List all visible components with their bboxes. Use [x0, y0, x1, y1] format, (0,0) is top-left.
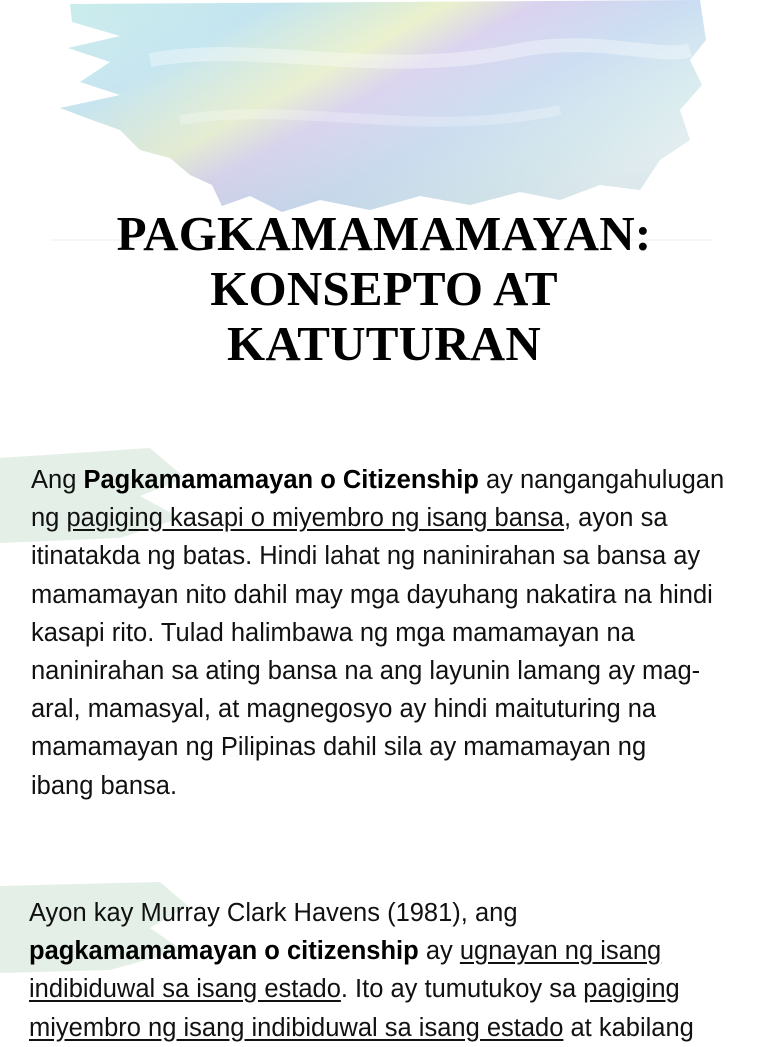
page-title: [0, 206, 768, 371]
text-line: [29, 970, 759, 1008]
text-span: ay: [418, 937, 460, 966]
text-line: ibang bansa.: [31, 771, 178, 800]
text-line: [31, 499, 751, 537]
underlined-phrase: indibiduwal sa isang estado: [29, 975, 341, 1004]
title-line: KONSEPTO AT: [210, 261, 558, 316]
text-span: at kabilang: [563, 1013, 694, 1042]
title-line: PAGKAMAMAMAYAN:: [116, 206, 652, 261]
text-line: aral, mamasyal, at magnegosyo ay hindi maituturing na: [31, 695, 657, 724]
text-span: ay nangangahulugan: [478, 466, 725, 494]
text-span: . Ito ay tumutukoy sa: [340, 975, 584, 1004]
text-line: kasapi rito. Tulad halimbawa ng mga mamamayan na: [31, 618, 635, 647]
watercolor-brush-decoration: [0, 0, 768, 240]
text-line: [31, 461, 751, 499]
underlined-phrase: pagiging: [583, 975, 680, 1004]
text-line: mamamayan nito dahil may mga dayuhang nakatira na hindi: [31, 580, 713, 609]
text-line: [29, 1009, 759, 1047]
text-span: ng: [31, 504, 67, 533]
underlined-phrase: pagiging kasapi o miyembro ng isang bansa: [66, 504, 565, 533]
text-span: Ang: [31, 466, 84, 494]
text-line: itinatakda ng batas. Hindi lahat ng naninirahan sa bansa ay: [31, 542, 701, 571]
paragraph-havens: [29, 894, 759, 1047]
text-line: mamamayan ng Pilipinas dahil sila ay mamamayan ng: [31, 733, 647, 762]
paragraph-definition: [31, 461, 751, 805]
text-line: Ayon kay Murray Clark Havens (1981), ang: [29, 899, 518, 927]
text-line: naninirahan sa ating bansa na ang layunin lamang ay mag-: [31, 657, 701, 686]
title-line: KATUTURAN: [227, 316, 541, 371]
underlined-phrase: ugnayan ng isang: [459, 937, 662, 966]
text-line: [29, 932, 759, 970]
text-span: , ayon sa: [564, 504, 668, 533]
underlined-phrase: miyembro ng isang indibiduwal sa isang estado: [29, 1013, 564, 1042]
bold-term: Pagkamamamayan o Citizenship: [83, 466, 479, 494]
bold-term: pagkamamamayan o citizenship: [29, 937, 419, 966]
